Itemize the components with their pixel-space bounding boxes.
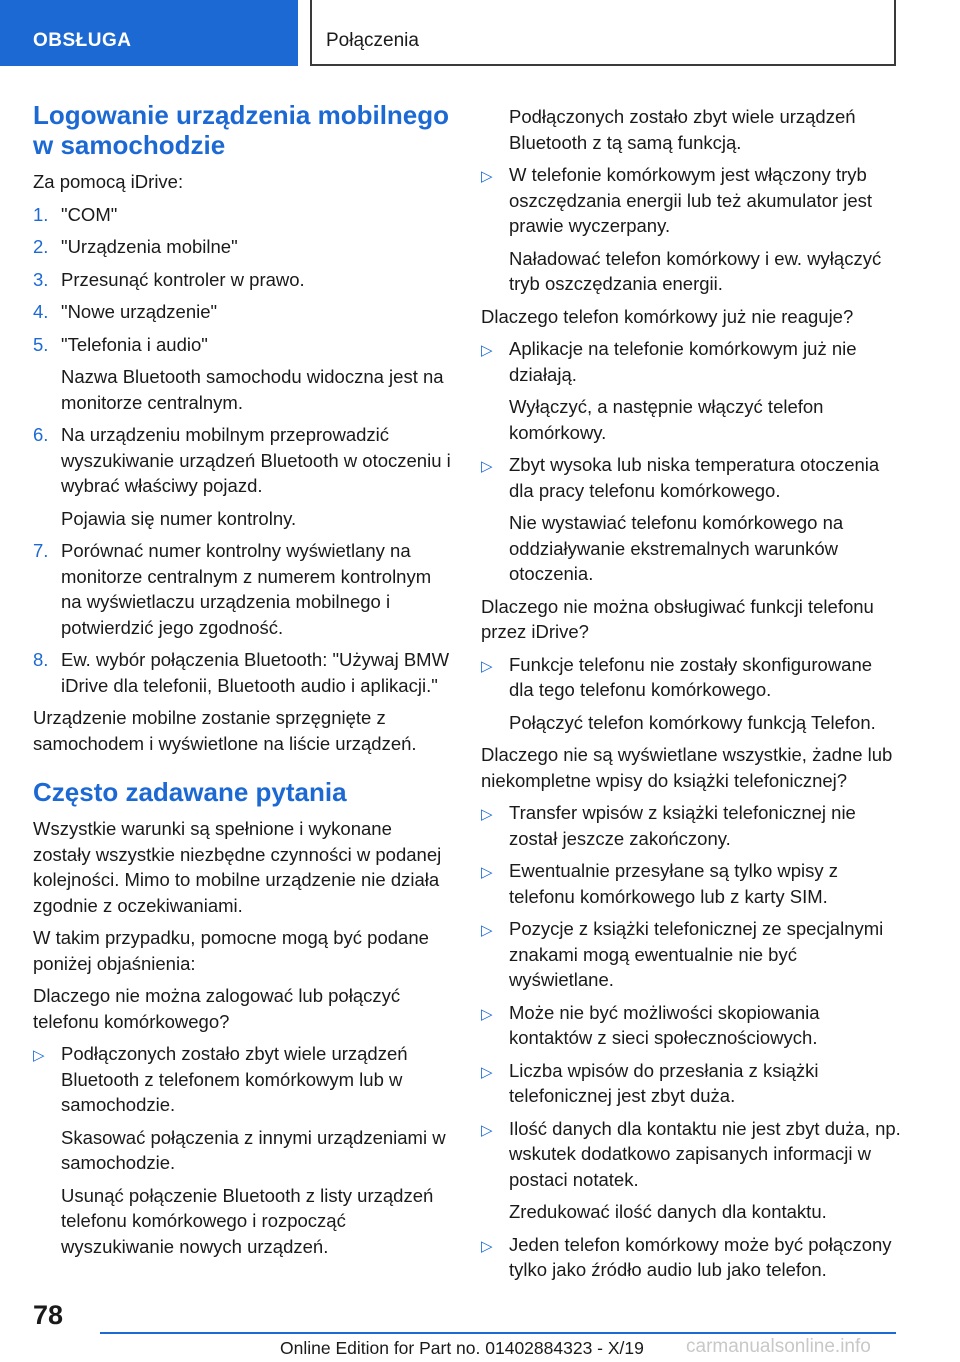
list-item (481, 162, 901, 239)
faq-intro: Wszystkie warunki są spełnione i wykonane zostały wszystkie niezbędne czynności w podanej kolejności. Mimo to mobilne urządzenie nie działa zgodnie z oczekiwaniami. (33, 818, 442, 916)
triangle-bullet-icon: ▷ (481, 657, 493, 675)
right-column (481, 104, 901, 1290)
bullet-text: Ewentualnie przesyłane są tylko wpisy z telefonu komórkowego lub z karty SIM. (509, 860, 839, 907)
heading-login-device: Logowanie urządzenia mobilnego w samochodzie (33, 100, 450, 160)
step-number: 7. (33, 540, 49, 561)
list-item (481, 858, 901, 909)
triangle-bullet-icon: ▷ (481, 342, 493, 359)
heading-faq: Często zadawane pytania (33, 777, 347, 807)
list-item (481, 652, 901, 703)
page-number: 78 (33, 1300, 64, 1330)
bullet-text: Zbyt wysoka lub niska temperatura otoczenia dla pracy telefonu komórkowego. (509, 454, 880, 501)
chapter-bar (310, 0, 896, 66)
triangle-bullet-icon: ▷ (481, 806, 493, 823)
step-text: "Telefonia i audio" (61, 333, 208, 355)
footer-watermark: carmanualsonline.info (686, 1336, 871, 1357)
step-number: 4. (33, 301, 49, 322)
list-item (481, 1232, 901, 1283)
list-item (33, 332, 451, 358)
list-item (33, 422, 451, 499)
list-item (33, 299, 451, 325)
list-item (33, 202, 451, 228)
footer-edition: Online Edition for Part no. 01402884323 - X/19 (280, 1338, 644, 1358)
step-text: Ew. wybór połączenia Bluetooth: "Używaj BMW iDrive dla telefonii, Bluetooth audio i aplikacji." (61, 649, 450, 696)
triangle-bullet-icon: ▷ (481, 168, 493, 185)
step-number: 6. (33, 424, 49, 445)
triangle-bullet-icon: ▷ (481, 1237, 493, 1255)
bullet-text: Aplikacje na telefonie komórkowym już nie działają. (509, 338, 857, 385)
chapter-label: Połączenia (326, 30, 419, 51)
bullet-solution: Wyłączyć, a następnie włączyć telefon komórkowy. (509, 396, 824, 443)
bullet-solution: Naładować telefon komórkowy i ew. wyłączyć tryb oszczędzania energii. (509, 247, 882, 294)
step-number: 5. (33, 333, 49, 355)
faq-question: Dlaczego telefon komórkowy już nie reaguje? (481, 305, 854, 327)
step-note: Nazwa Bluetooth samochodu widoczna jest na monitorze centralnym. (61, 366, 444, 413)
triangle-bullet-icon: ▷ (33, 1047, 45, 1064)
list-item (33, 234, 451, 260)
step-number: 2. (33, 236, 49, 257)
step-text: "Nowe urządzenie" (61, 301, 218, 322)
bullet-solution: Połączyć telefon komórkowy funkcją Telefon. (509, 711, 876, 733)
triangle-bullet-icon: ▷ (481, 1005, 493, 1023)
step-text: "Urządzenia mobilne" (61, 236, 238, 257)
bullet-solution: Nie wystawiać telefonu komórkowego na oddziaływanie ekstremalnych warunków otoczenia. (509, 512, 844, 584)
step-note: Pojawia się numer kontrolny. (61, 507, 297, 529)
bullet-text: Ilość danych dla kontaktu nie jest zbyt duża, np. wskutek dodatkowo zapisanych informacji w postaci notatek. (509, 1117, 901, 1190)
result-text: Urządzenie mobilne zostanie sprzęgnięte z samochodem i wyświetlone na liście urządzeń. (33, 707, 417, 754)
bullet-text: Pozycje z książki telefonicznej ze specjalnymi znakami mogą ewentualnie nie być wyświetlane. (509, 918, 884, 990)
bullet-text: Funkcje telefonu nie zostały skonfigurowane dla tego telefonu komórkowego. (509, 653, 873, 700)
triangle-bullet-icon: ▷ (481, 864, 493, 881)
list-item (481, 916, 901, 993)
bullet-text: Podłączonych zostało zbyt wiele urządzeń Bluetooth z telefonem komórkowym lub w samochodzie. (61, 1043, 408, 1115)
step-text: Na urządzeniu mobilnym przeprowadzić wyszukiwanie urządzeń Bluetooth w otoczeniu i wybrać właściwy pojazd. (61, 424, 451, 496)
faq-question: Dlaczego nie można zalogować lub połączyć telefonu komórkowego? (33, 985, 401, 1032)
left-column (33, 100, 451, 1266)
bullet-solution: Usunąć połączenie Bluetooth z listy urządzeń telefonu komórkowego i rozpocząć wyszukiwanie nowych urządzeń. (61, 1184, 434, 1257)
list-item (481, 1058, 901, 1109)
list-item (481, 452, 901, 503)
step-number: 8. (33, 649, 49, 670)
bullet-text: Może nie być możliwości skopiowania kontaktów z sieci społecznościowych. (509, 1001, 820, 1048)
triangle-bullet-icon: ▷ (481, 1063, 493, 1081)
bullet-text: Jeden telefon komórkowy może być połączony tylko jako źródło audio lub jako telefon. (509, 1233, 892, 1280)
step-text: "COM" (61, 203, 118, 225)
step-text: Przesunąć kontroler w prawo. (61, 268, 305, 290)
faq-question: Dlaczego nie można obsługiwać funkcji telefonu przez iDrive? (481, 595, 874, 642)
faq-question: Dlaczego nie są wyświetlane wszystkie, żadne lub niekompletne wpisy do książki telefonicznej? (481, 744, 893, 791)
list-item (33, 267, 451, 293)
section-tab (0, 0, 298, 66)
bullet-text: Liczba wpisów do przesłania z książki telefonicznej jest zbyt duża. (509, 1059, 819, 1106)
intro-text: Za pomocą iDrive: (33, 171, 184, 192)
list-item (33, 538, 451, 640)
list-item (33, 1041, 451, 1118)
step-number: 1. (33, 203, 49, 225)
triangle-bullet-icon: ▷ (481, 458, 493, 475)
section-label: OBSŁUGA (33, 30, 132, 51)
bullet-text: W telefonie komórkowym jest włączony tryb oszczędzania energii lub też akumulator jest prawie wyczerpany. (509, 164, 872, 236)
list-item (481, 336, 901, 387)
list-item (481, 800, 901, 851)
bullet-text: Transfer wpisów z książki telefonicznej nie został jeszcze zakończony. (509, 802, 856, 849)
bullet-solution: Zredukować ilość danych dla kontaktu. (509, 1201, 827, 1222)
list-item (481, 1116, 901, 1193)
footer-divider (100, 1332, 896, 1334)
faq-intro: W takim przypadku, pomocne mogą być podane poniżej objaśnienia: (33, 927, 429, 974)
step-text: Porównać numer kontrolny wyświetlany na monitorze centralnym z numerem kontrolnym na wyświetlaczu urządzenia mobilnego i potwierdzić jego zgodność. (61, 540, 432, 638)
triangle-bullet-icon: ▷ (481, 922, 493, 939)
bullet-solution: Podłączonych zostało zbyt wiele urządzeń Bluetooth z tą samą funkcją. (509, 106, 856, 153)
list-item (481, 1000, 901, 1051)
page-header (0, 0, 960, 66)
bullet-solution: Skasować połączenia z innymi urządzeniami w samochodzie. (61, 1126, 446, 1173)
triangle-bullet-icon: ▷ (481, 1121, 493, 1139)
list-item (33, 647, 451, 698)
step-number: 3. (33, 268, 49, 290)
